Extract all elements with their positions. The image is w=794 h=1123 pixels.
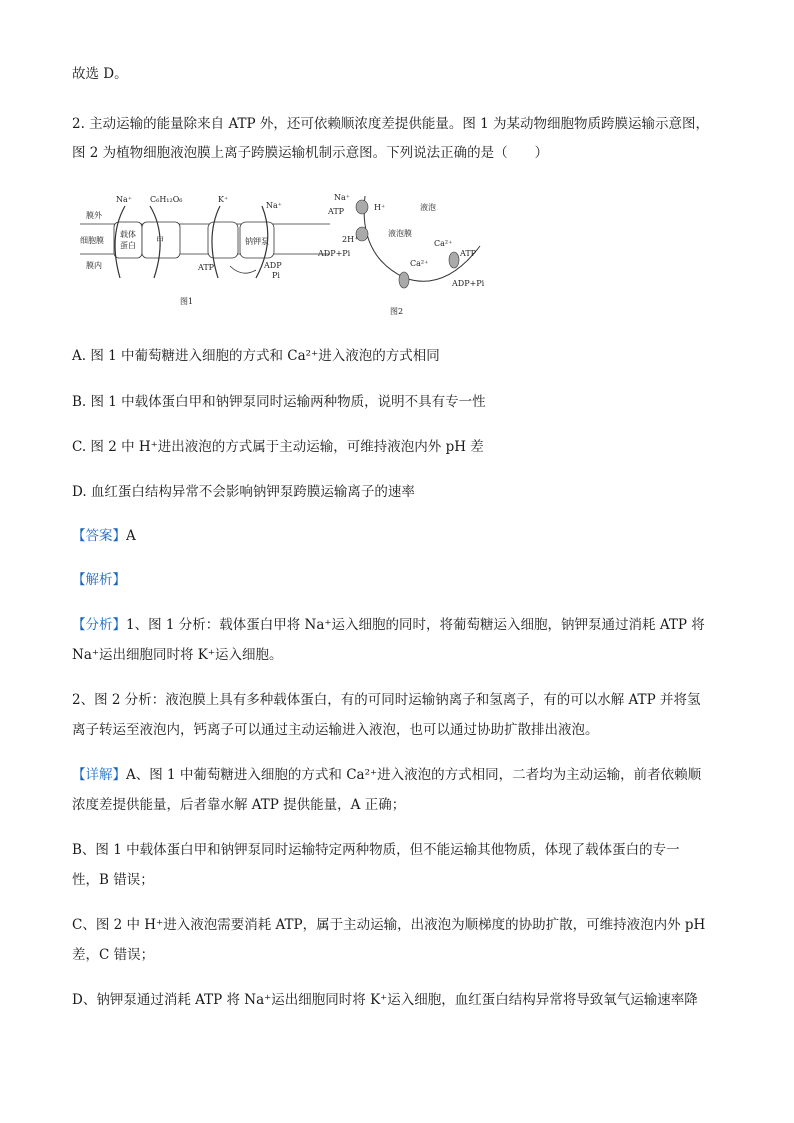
fig2-membrane-label: 液泡膜 (388, 229, 412, 238)
fenxi-line: 2、图 2 分析：液泡膜上具有多种载体蛋白，有的可同时运输钠离子和氢离子，有的可以水解 ATP 并将氢 (72, 692, 701, 708)
fig1-caption: 图1 (180, 297, 194, 306)
fenxi-line: 离子转运至液泡内，钙离子可以通过主动运输进入液泡，也可以通过协助扩散排出液泡。 (72, 722, 599, 738)
question-text: 2. 主动运输的能量除来自 ATP 外，还可依赖顺浓度差提供能量。图 1 为某动物细胞物质跨膜运输示意图， (72, 116, 710, 132)
fig1-label-membrane: 细胞膜 (80, 236, 104, 245)
fig2-atp-label: ATP (328, 207, 345, 216)
fig1-na2-label: Na⁺ (266, 201, 282, 210)
vacuole-protein-1 (356, 200, 368, 214)
answer-line (72, 526, 136, 546)
analysis-tag: 【解析】 (72, 572, 126, 588)
fig2-caption: 图2 (390, 307, 404, 316)
fig1-k-label: K⁺ (218, 195, 229, 204)
fig2-ca2-label: Ca²⁺ (410, 259, 429, 268)
fig1-carrier-label-2: 蛋白 (120, 241, 136, 250)
fig2-2h-label: 2H⁺ (342, 235, 359, 244)
xiangjie-line: 差，C 错误； (72, 947, 155, 963)
fig1-pi-label: Pi (272, 271, 280, 280)
xiangjie-line: 性，B 错误； (72, 872, 154, 888)
question-text: 图 2 为植物细胞液泡膜上离子跨膜运输机制示意图。下列说法正确的是（ ） (72, 145, 549, 161)
fig1-label-outside: 膜外 (86, 211, 102, 220)
answer-tag: 【答案】 (72, 528, 126, 544)
fig1-carrier-label-1: 载体 (120, 230, 136, 239)
fig2-vacuole-label: 液泡 (420, 203, 436, 212)
fenxi-tag: 【分析】 (72, 617, 126, 633)
xiangjie-line (72, 765, 701, 785)
fig1-glucose-label: C₆H₁₂O₆ (150, 195, 183, 204)
fig2-atp2-label: ATP (460, 249, 477, 258)
fig1-label-inside: 膜内 (86, 261, 102, 270)
fenxi-text: 1、图 1 分析：载体蛋白甲将 Na⁺运入细胞的同时，将葡萄糖运入细胞，钠钾泵通过消耗 ATP 将 (126, 617, 705, 633)
vacuole-protein-3 (399, 272, 409, 288)
fig1-atp-label: ATP (198, 263, 215, 272)
text-line: 故选 D。 (72, 66, 128, 82)
fig2-adp-pi-label: ADP+Pi (318, 249, 351, 258)
arrow-atp (230, 266, 256, 273)
fenxi-line: Na⁺运出细胞同时将 K⁺运入细胞。 (72, 647, 283, 663)
xiangjie-line: C、图 2 中 H⁺进入液泡需要消耗 ATP，属于主动运输，出液泡为顺梯度的协助扩散，可维持液泡内外 pH (72, 917, 706, 933)
fig2-ca1-label: Ca²⁺ (434, 239, 453, 248)
option-d: D. 血红蛋白结构异常不会影响钠钾泵跨膜运输离子的速率 (72, 484, 415, 500)
vacuole-protein-4 (449, 252, 459, 268)
xiangjie-text: A、图 1 中葡萄糖进入细胞的方式和 Ca²⁺进入液泡的方式相同，二者均为主动运输，前者依赖顺 (126, 767, 702, 783)
figure-diagram (80, 186, 500, 320)
fig2-na-label: Na⁺ (334, 193, 350, 202)
fig1-na-label: Na⁺ (116, 195, 132, 204)
xiangjie-line: D、钠钾泵通过消耗 ATP 将 Na⁺运出细胞同时将 K⁺运入细胞，血红蛋白结构异常将导致氧气运输速率降 (72, 992, 698, 1008)
option-a: A. 图 1 中葡萄糖进入细胞的方式和 Ca²⁺进入液泡的方式相同 (72, 348, 440, 364)
fig2-h-label: H⁺ (374, 203, 386, 212)
fenxi-line (72, 615, 705, 635)
carrier-protein-shape (114, 222, 142, 258)
fig1-jia-label: 甲 (156, 236, 164, 245)
xiangjie-tag: 【详解】 (72, 767, 126, 783)
fig1-pump-label: 钠钾泵 (245, 237, 269, 246)
fig1-adp-label: ADP (264, 261, 282, 270)
xiangjie-line: 浓度差提供能量，后者靠水解 ATP 提供能量，A 正确； (72, 797, 406, 813)
option-b: B. 图 1 中载体蛋白甲和钠钾泵同时运输两种物质，说明不具有专一性 (72, 394, 486, 410)
fig2-adp-pi2-label: ADP+Pi (452, 279, 485, 288)
analysis-heading (72, 570, 126, 590)
answer-value: A (126, 528, 136, 544)
xiangjie-line: B、图 1 中载体蛋白甲和钠钾泵同时运输特定两种物质，但不能运输其他物质，体现了载体蛋白的专一 (72, 842, 680, 858)
option-c: C. 图 2 中 H⁺进出液泡的方式属于主动运输，可维持液泡内外 pH 差 (72, 439, 484, 455)
